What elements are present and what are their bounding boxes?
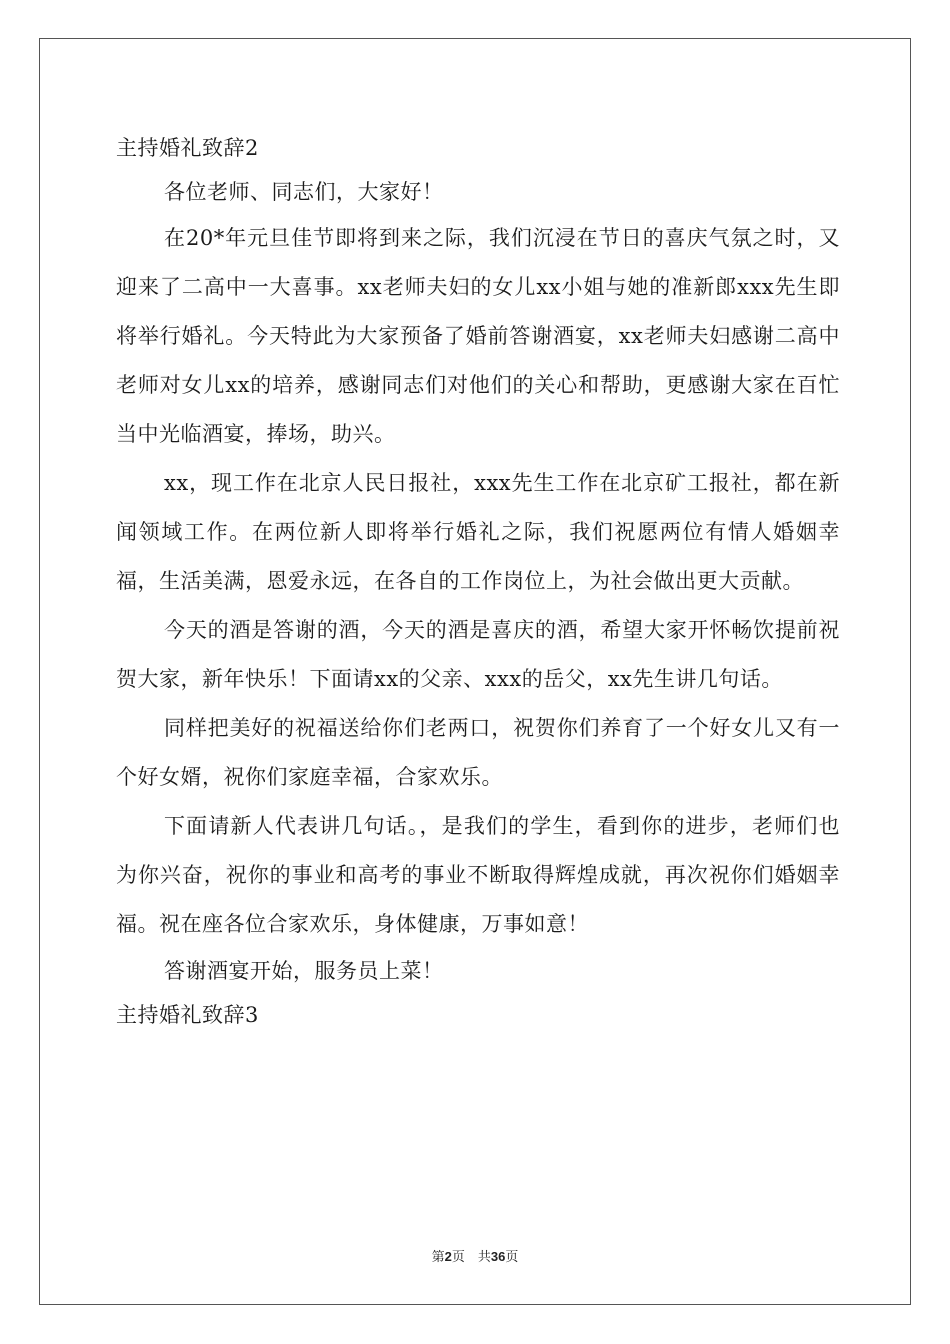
page-number: 2 [444, 1249, 452, 1264]
total-pages: 36 [490, 1249, 506, 1264]
paragraph: 同样把美好的祝福送给你们老两口，祝贺你们养育了一个好女儿又有一个好女婿，祝你们家庭幸福，合家欢乐。 [116, 716, 840, 789]
page-footer [0, 1246, 950, 1265]
paragraph-greeting: 各位老师、同志们，大家好！ [164, 180, 444, 204]
footer-mid: 页 共 [451, 1250, 491, 1265]
footer-prefix: 第 [431, 1250, 445, 1265]
document-body [116, 126, 840, 1037]
paragraph: 答谢酒宴开始，服务员上菜！ [164, 959, 444, 983]
section-heading: 主持婚礼致辞3 [116, 1003, 259, 1027]
footer-suffix: 页 [505, 1250, 519, 1265]
paragraph: 今天的酒是答谢的酒，今天的酒是喜庆的酒，希望大家开怀畅饮提前祝贺大家，新年快乐！下面请xx的父亲、xxx的岳父，xx先生讲几句话。 [116, 618, 840, 691]
paragraph: xx，现工作在北京人民日报社，xxx先生工作在北京矿工报社，都在新闻领域工作。在两位新人即将举行婚礼之际，我们祝愿两位有情人婚姻幸福，生活美满，恩爱永远，在各自的工作岗位上，为社会做出更大贡献。 [116, 471, 840, 593]
paragraph: 下面请新人代表讲几句话。，是我们的学生，看到你的进步，老师们也为你兴奋，祝你的事业和高考的事业不断取得辉煌成就，再次祝你们婚姻幸福。祝在座各位合家欢乐，身体健康，万事如意！ [116, 814, 840, 936]
paragraph: 在20*年元旦佳节即将到来之际，我们沉浸在节日的喜庆气氛之时，又迎来了二高中一大喜事。xx老师夫妇的女儿xx小姐与她的准新郎xxx先生即将举行婚礼。今天特此为大家预备了婚前答谢酒宴，xx老师夫妇感谢二高中老师对女儿xx的培养，感谢同志们对他们的关心和帮助，更感谢大家在百忙当中光临酒宴，捧场，助兴。 [116, 226, 840, 446]
section-heading: 主持婚礼致辞2 [116, 136, 259, 160]
